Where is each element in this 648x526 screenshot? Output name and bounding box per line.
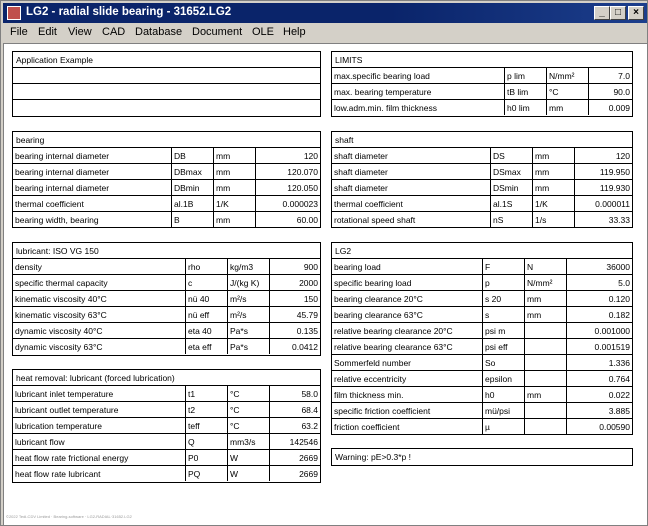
lubricant-label: specific thermal capacity [15,278,108,288]
heat-row [13,466,320,482]
lubricant-row [13,307,320,323]
lubricant-symbol: rho [185,259,227,274]
lg2-label: friction coefficient [334,422,400,432]
lubricant-unit: J/(kg K) [227,275,269,290]
limits-title: LIMITS [332,52,632,68]
shaft-unit: 1/s [532,212,574,227]
lg2-row [332,339,632,355]
lg2-symbol: s [482,307,524,322]
menu-view[interactable]: View [68,26,92,38]
bearing-row [13,148,320,164]
lubricant-symbol: eta eff [185,339,227,354]
limits-unit: °C [546,84,588,99]
bearing-row [13,196,320,212]
bearing-value[interactable]: 0.000023 [255,196,320,211]
heat-row [13,386,320,402]
shaft-value[interactable]: 119.930 [574,180,632,195]
lg2-unit: mm [524,291,566,306]
heat-symbol: Q [185,434,227,449]
application-line-1[interactable] [13,68,320,84]
bearing-unit: mm [213,148,255,163]
shaft-value[interactable]: 119.950 [574,164,632,179]
lubricant-label: kinematic viscosity 63°C [15,310,107,320]
heat-value[interactable]: 2669 [269,450,320,465]
lg2-symbol: F [482,259,524,274]
shaft-label: shaft diameter [334,167,388,177]
heat-symbol: t1 [185,386,227,401]
lg2-row [332,291,632,307]
shaft-value[interactable]: 33.33 [574,212,632,227]
lubricant-label: density [15,262,42,272]
lg2-unit: mm [524,387,566,402]
lubricant-unit: m²/s [227,307,269,322]
shaft-symbol: al.1S [490,196,532,211]
limits-rows [332,68,632,116]
shaft-symbol: DSmin [490,180,532,195]
bearing-value[interactable]: 120.070 [255,164,320,179]
heat-value[interactable]: 142546 [269,434,320,449]
application-line-2[interactable] [13,84,320,100]
lubricant-value[interactable]: 2000 [269,275,320,290]
lubricant-value[interactable]: 150 [269,291,320,306]
lg2-row [332,403,632,419]
limits-row [332,84,632,100]
bearing-title: bearing [13,132,320,148]
shaft-symbol: DSmax [490,164,532,179]
heat-row [13,402,320,418]
lg2-row [332,275,632,291]
menu-document[interactable]: Document [192,26,243,38]
lg2-label: specific friction coefficient [334,406,431,416]
bearing-row [13,212,320,228]
heat-unit: W [227,450,269,465]
bearing-row [13,180,320,196]
shaft-symbol: DS [490,148,532,163]
heat-removal-title: heat removal: lubricant (forced lubrication) [13,370,320,386]
lubricant-row [13,323,320,339]
lg2-value[interactable]: 1.336 [566,355,632,370]
lubricant-row [13,259,320,275]
bearing-value[interactable]: 60.00 [255,212,320,227]
lubricant-row [13,291,320,307]
footer-note: ©2022 Tedi-CDV Limited · Bearing-software · LG2-RADIAL·31652.LG2 [6,514,132,519]
lg2-symbol: p [482,275,524,290]
warning-panel [331,448,633,466]
heat-value[interactable]: 58.0 [269,386,320,401]
lg2-label: bearing load [334,262,381,272]
lg2-symbol: µ [482,419,524,434]
lubricant-symbol: nü eff [185,307,227,322]
close-icon: × [633,7,639,18]
lg2-unit [524,339,566,354]
heat-unit: °C [227,402,269,417]
heat-label: lubricant inlet temperature [15,389,114,399]
lg2-symbol: epsilon [482,371,524,386]
heat-row [13,418,320,434]
limits-value[interactable]: 0.009 [588,100,632,115]
lg2-label: Sommerfeld number [334,358,412,368]
shaft-panel [331,131,633,228]
maximize-icon: □ [614,7,622,18]
lg2-unit [524,403,566,418]
shaft-label: shaft diameter [334,151,388,161]
minimize-button[interactable] [594,6,610,20]
heat-removal-rows [13,386,320,482]
lg2-value[interactable]: 0.001000 [566,323,632,338]
bearing-symbol: DBmin [171,180,213,195]
heat-label: heat flow rate frictional energy [15,453,129,463]
bearing-unit: mm [213,180,255,195]
close-button[interactable] [628,6,644,20]
title-bar[interactable] [3,3,647,23]
bearing-unit: mm [213,212,255,227]
heat-unit: °C [227,418,269,433]
lg2-row [332,355,632,371]
heat-label: lubricant outlet temperature [15,405,119,415]
lubricant-value[interactable]: 900 [269,259,320,274]
limits-row [332,68,632,84]
limits-symbol: h0 lim [504,100,546,115]
minimize-icon: _ [599,7,605,18]
lubricant-unit: kg/m3 [227,259,269,274]
bearing-unit: 1/K [213,196,255,211]
bearing-value[interactable]: 120.050 [255,180,320,195]
lubricant-unit: Pa*s [227,339,269,354]
lubricant-value[interactable]: 0.0412 [269,339,320,354]
heat-row [13,434,320,450]
lubricant-value[interactable]: 0.135 [269,323,320,338]
bearing-label: bearing internal diameter [15,151,110,161]
bearing-symbol: DB [171,148,213,163]
limits-label: max. bearing temperature [334,87,432,97]
lg2-symbol: So [482,355,524,370]
lubricant-unit: Pa*s [227,323,269,338]
shaft-unit: mm [532,148,574,163]
menu-bar [3,24,647,42]
menu-cad[interactable]: CAD [102,26,126,38]
limits-unit: N/mm² [546,68,588,83]
lubricant-rows [13,259,320,355]
lg2-value[interactable]: 36000 [566,259,632,274]
bearing-value[interactable]: 120 [255,148,320,163]
limits-symbol: p lim [504,68,546,83]
shaft-label: thermal coefficient [334,199,403,209]
lubricant-title: lubricant: ISO VG 150 [13,243,320,259]
heat-removal-panel [12,369,321,483]
lg2-panel [331,242,633,435]
heat-symbol: P0 [185,450,227,465]
heat-symbol: t2 [185,402,227,417]
lg2-symbol: psi eff [482,339,524,354]
lg2-value[interactable]: 0.001519 [566,339,632,354]
lg2-row [332,323,632,339]
heat-value[interactable]: 2669 [269,466,320,481]
lg2-unit: mm [524,307,566,322]
shaft-row [332,164,632,180]
lg2-label: relative bearing clearance 63°C [334,342,453,352]
lg2-unit [524,323,566,338]
bearing-label: bearing width, bearing [15,215,99,225]
lubricant-value[interactable]: 45.79 [269,307,320,322]
bearing-symbol: al.1B [171,196,213,211]
limits-label: max.specific bearing load [334,71,430,81]
lg2-unit [524,371,566,386]
menu-file[interactable]: File [10,26,28,38]
lubricant-unit: m²/s [227,291,269,306]
lg2-value[interactable]: 0.00590 [566,419,632,434]
lg2-title: LG2 [332,243,632,259]
shaft-label: shaft diameter [334,183,388,193]
heat-symbol: PQ [185,466,227,481]
lubricant-label: kinematic viscosity 40°C [15,294,107,304]
heat-unit: mm3/s [227,434,269,449]
shaft-title: shaft [332,132,632,148]
lubricant-symbol: c [185,275,227,290]
lg2-symbol: mü/psi [482,403,524,418]
lg2-rows [332,259,632,435]
lg2-row [332,371,632,387]
lg2-value[interactable]: 5.0 [566,275,632,290]
lg2-value[interactable]: 3.885 [566,403,632,418]
heat-label: heat flow rate lubricant [15,469,101,479]
limits-value[interactable]: 90.0 [588,84,632,99]
bearing-label: bearing internal diameter [15,167,110,177]
lubricant-symbol: nü 40 [185,291,227,306]
lg2-unit [524,355,566,370]
lubricant-row [13,339,320,355]
lubricant-panel [12,242,321,356]
maximize-button[interactable] [610,6,626,20]
heat-row [13,450,320,466]
bearing-label: bearing internal diameter [15,183,110,193]
lg2-value[interactable]: 0.120 [566,291,632,306]
shaft-row [332,180,632,196]
menu-edit[interactable]: Edit [38,26,57,38]
limits-row [332,100,632,116]
shaft-unit: 1/K [532,196,574,211]
shaft-symbol: nS [490,212,532,227]
shaft-row [332,148,632,164]
shaft-unit: mm [532,180,574,195]
application-panel [12,51,321,117]
heat-unit: W [227,466,269,481]
lg2-row [332,419,632,435]
limits-unit: mm [546,100,588,115]
lg2-label: film thickness min. [334,390,404,400]
menu-ole[interactable]: OLE [252,26,275,38]
window-title: LG2 - radial slide bearing - 31652.LG2 [26,6,232,18]
lg2-value[interactable]: 0.022 [566,387,632,402]
heat-label: lubricant flow [15,437,65,447]
heat-symbol: teff [185,418,227,433]
lubricant-row [13,275,320,291]
bearing-row [13,164,320,180]
lubricant-label: dynamic viscosity 40°C [15,326,103,336]
heat-unit: °C [227,386,269,401]
shaft-row [332,212,632,228]
shaft-value[interactable]: 120 [574,148,632,163]
lg2-label: relative bearing clearance 20°C [334,326,453,336]
heat-value[interactable]: 63.2 [269,418,320,433]
lg2-unit: N/mm² [524,275,566,290]
lg2-label: relative eccentricity [334,374,407,384]
application-line-3[interactable] [13,100,320,116]
lg2-symbol: h0 [482,387,524,402]
shaft-label: rotational speed shaft [334,215,416,225]
lg2-row [332,259,632,275]
menu-database[interactable]: Database [135,26,183,38]
bearing-unit: mm [213,164,255,179]
heat-value[interactable]: 68.4 [269,402,320,417]
bearing-rows [13,148,320,228]
lg2-label: bearing clearance 20°C [334,294,423,304]
lg2-row [332,307,632,323]
shaft-value[interactable]: 0.000011 [574,196,632,211]
menu-help[interactable]: Help [283,26,306,38]
lg2-unit [524,419,566,434]
app-icon[interactable] [7,6,21,20]
shaft-unit: mm [532,164,574,179]
heat-label: lubrication temperature [15,421,102,431]
limits-panel [331,51,633,117]
lg2-row [332,387,632,403]
lubricant-symbol: eta 40 [185,323,227,338]
limits-symbol: tB lim [504,84,546,99]
limits-value[interactable]: 7.0 [588,68,632,83]
lg2-value[interactable]: 0.182 [566,307,632,322]
lg2-symbol: psi m [482,323,524,338]
limits-label: low.adm.min. film thickness [334,103,437,113]
shaft-rows [332,148,632,228]
lg2-unit: N [524,259,566,274]
lg2-value[interactable]: 0.764 [566,371,632,386]
shaft-row [332,196,632,212]
lg2-label: bearing clearance 63°C [334,310,423,320]
bearing-panel [12,131,321,228]
bearing-label: thermal coefficient [15,199,84,209]
application-title: Application Example [13,52,320,68]
lg2-symbol: s 20 [482,291,524,306]
bearing-symbol: DBmax [171,164,213,179]
warning-text: Warning: pE>0.3*p ! [335,452,411,462]
lg2-label: specific bearing load [334,278,412,288]
bearing-symbol: B [171,212,213,227]
lubricant-label: dynamic viscosity 63°C [15,342,103,352]
